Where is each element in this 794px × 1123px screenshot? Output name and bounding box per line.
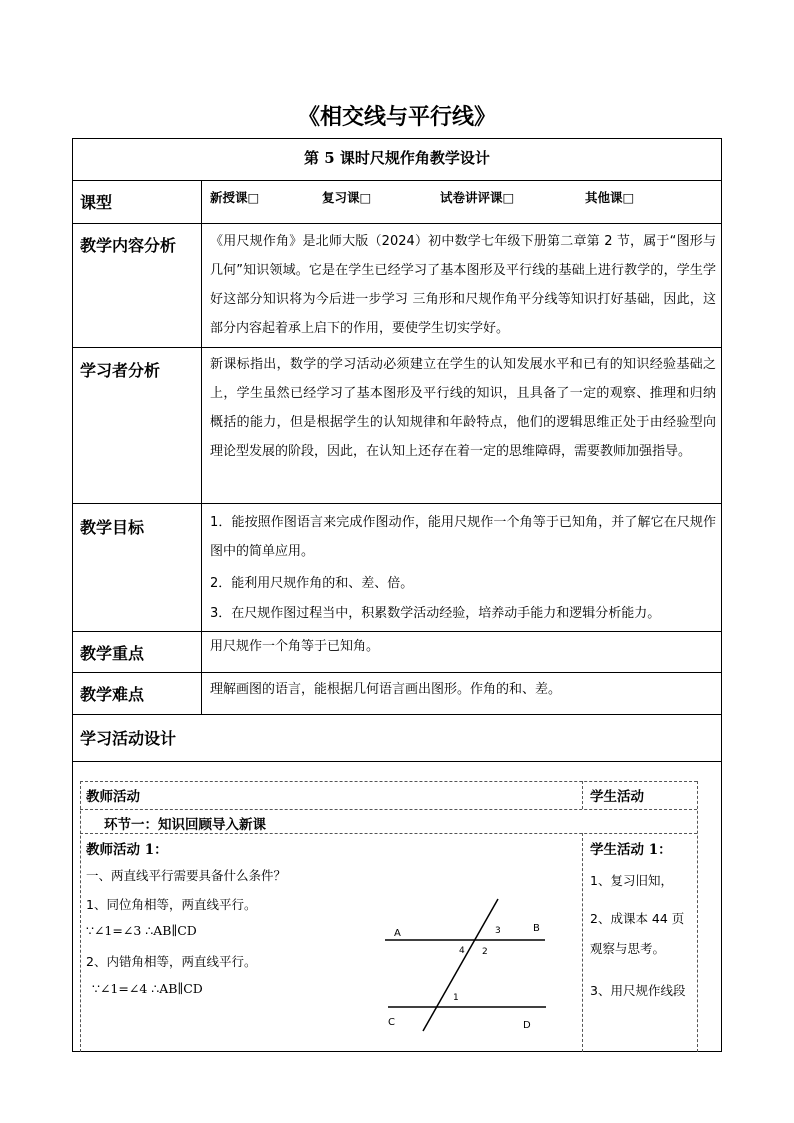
row-divider bbox=[72, 714, 722, 715]
student-line-3: 观察与思考。 bbox=[590, 941, 666, 956]
learner-analysis-label: 学习者分析 bbox=[80, 361, 161, 380]
angle-label-4: 4 bbox=[459, 946, 465, 956]
row-divider bbox=[72, 672, 722, 673]
row-divider bbox=[72, 761, 722, 762]
teacher-line-proof-2: ∵∠1=∠4 ∴AB∥CD bbox=[92, 981, 203, 996]
lesson-type-option-review: 复习课□ bbox=[322, 190, 372, 205]
angle-label-1: 1 bbox=[453, 993, 459, 1003]
difficulty-text: 理解画图的语言，能根据几何语言画出图形。作角的和、差。 bbox=[210, 682, 562, 697]
key-point-label: 教学重点 bbox=[80, 644, 145, 663]
activity-design-label: 学习活动设计 bbox=[80, 729, 177, 748]
point-label-b: B bbox=[533, 923, 540, 934]
column-divider bbox=[201, 180, 202, 714]
parallel-lines-figure bbox=[380, 895, 560, 1035]
activity-table-border bbox=[80, 781, 697, 782]
key-point-text: 用尺规作一个角等于已知角。 bbox=[210, 639, 380, 654]
student-line-4: 3、用尺规作线段 bbox=[590, 983, 686, 998]
teacher-line-rule-2: 2、内错角相等，两直线平行。 bbox=[86, 954, 257, 969]
point-label-c: C bbox=[388, 1017, 395, 1028]
teacher-line-rule-1: 1、同位角相等，两直线平行。 bbox=[86, 897, 257, 912]
lesson-type-label: 课型 bbox=[80, 193, 113, 212]
point-label-d: D bbox=[523, 1020, 531, 1031]
activity-table-border bbox=[80, 809, 697, 810]
objective-item-1: 1．能按照作图语言来完成作图动作，能用尺规作一个角等于已知角，并了解它在尺规作图中的简单应用。 bbox=[210, 515, 716, 559]
teacher-activity-title: 教师活动 1： bbox=[86, 842, 168, 858]
teacher-activity-header: 教师活动 bbox=[86, 789, 140, 805]
objective-item-3: 3．在尺规作图过程当中，积累数学活动经验，培养动手能力和逻辑分析能力。 bbox=[210, 606, 661, 621]
lesson-type-option-other: 其他课□ bbox=[585, 190, 635, 205]
row-divider bbox=[72, 180, 722, 181]
teacher-line-question: 一、两直线平行需要具备什么条件？ bbox=[86, 868, 287, 883]
section-heading: 环节一：知识回顾导入新课 bbox=[104, 817, 266, 833]
objectives-label: 教学目标 bbox=[80, 518, 145, 537]
learner-analysis-text: 新课标指出，数学的学习活动必须建立在学生的认知发展水平和已有的知识经验基础之上，学生虽然已经学习了基本图形及平行线的知识，且具备了一定的观察、推理和归纳概括的能力，但是根据学生的认知规律和年龄特点，他们的逻辑思维正处于由经验型向理论型发展的阶段，因此，在认知上还存在着一定的思维障碍，需要教师加强指导。 bbox=[210, 357, 716, 459]
page-title: 《相交线与平行线》 bbox=[297, 104, 496, 130]
activity-table-border bbox=[80, 833, 697, 834]
row-divider bbox=[72, 503, 722, 504]
objective-item-2: 2．能利用尺规作角的和、差、倍。 bbox=[210, 576, 414, 591]
transversal-line bbox=[423, 899, 498, 1031]
student-line-2: 2、成课本 44 页 bbox=[590, 911, 685, 926]
student-activity-title: 学生活动 1： bbox=[590, 842, 672, 858]
activity-table-border bbox=[582, 833, 583, 1052]
angle-label-2: 2 bbox=[482, 947, 488, 957]
row-divider bbox=[72, 223, 722, 224]
teacher-line-proof-1: ∵∠1=∠3 ∴AB∥CD bbox=[86, 923, 197, 938]
student-line-1: 1、复习旧知， bbox=[590, 873, 673, 888]
row-divider bbox=[72, 347, 722, 348]
content-analysis-text: 《用尺规作角》是北师大版（2024）初中数学七年级下册第二章第 2 节，属于“图形与几何”知识领域。它是在学生已经学习了基本图形及平行线的基础上进行教学的，学生学好这部分知识将为今后进一步学习 三角形和尺规作角平分线等知识打好基础，因此，这部分内容起着承上启下的作用，要使学生切实学好。 bbox=[210, 234, 716, 336]
point-label-a: A bbox=[394, 928, 401, 939]
activity-table-border bbox=[80, 781, 81, 1052]
activity-table-border bbox=[697, 781, 698, 1052]
lesson-type-option-new: 新授课□ bbox=[210, 190, 260, 205]
table-subtitle: 第 5 课时尺规作角教学设计 bbox=[304, 149, 490, 167]
activity-table-border bbox=[582, 781, 583, 809]
lesson-type-option-exam: 试卷讲评课□ bbox=[440, 190, 515, 205]
content-analysis-label: 教学内容分析 bbox=[80, 236, 177, 255]
difficulty-label: 教学难点 bbox=[80, 685, 145, 704]
angle-label-3: 3 bbox=[495, 926, 501, 936]
student-activity-header: 学生活动 bbox=[590, 789, 644, 805]
